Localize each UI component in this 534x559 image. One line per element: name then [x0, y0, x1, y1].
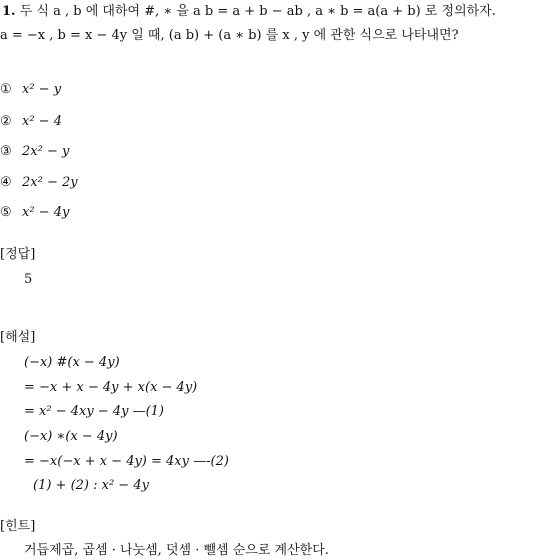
hint-text: 거듭제곱, 곱셈 · 나눗셈, 덧셈 · 뺄셈 순으로 계산한다. [24, 543, 329, 558]
question-number: 1. [2, 4, 16, 19]
choice-1-text: x² − y [22, 82, 62, 97]
question-line-1 [2, 5, 496, 18]
choice-4-text: 2x² − 2y [22, 175, 78, 190]
answer-value: 5 [24, 272, 33, 287]
choice-4-mark: ④ [0, 175, 12, 190]
choice-1-mark: ① [0, 82, 12, 97]
choice-3-text: 2x² − y [22, 144, 70, 159]
choice-5-mark: ⑤ [0, 205, 12, 220]
explanation-line-3: = x² − 4xy − 4y —(1) [24, 404, 164, 419]
question-line-2 [0, 29, 459, 42]
choice-3-mark: ③ [0, 144, 12, 159]
choice-5[interactable] [0, 206, 69, 219]
explanation-line-1: (−x) #(x − 4y) [24, 355, 120, 370]
choice-2[interactable] [0, 115, 62, 128]
choice-5-text: x² − 4y [22, 205, 70, 220]
question-text-1: 두 식 a , b 에 대하여 #, ∗ 을 a b = a + b − ab , a ∗ b = a(a + b) 로 정의하자. [19, 4, 496, 19]
hint-label: [힌트] [0, 519, 36, 534]
choice-1[interactable] [0, 83, 61, 96]
choice-2-text: x² − 4 [22, 114, 62, 129]
choice-2-mark: ② [0, 114, 12, 129]
explanation-line-4: (−x) ∗(x − 4y) [24, 429, 118, 444]
choice-3[interactable] [0, 145, 69, 158]
question-text-2: a = −x , b = x − 4y 일 때, (a b) + (a ∗ b) 를 x , y 에 관한 식으로 나타내면? [0, 28, 459, 43]
explanation-line-6: (1) + (2) : x² − 4y [33, 478, 149, 493]
explanation-line-5: = −x(−x + x − 4y) = 4xy —-(2) [24, 454, 229, 469]
explanation-line-2: = −x + x − 4y + x(x − 4y) [24, 380, 198, 395]
answer-label: [정답] [0, 247, 36, 262]
choice-4[interactable] [0, 176, 78, 189]
explanation-label: [해설] [0, 330, 36, 345]
